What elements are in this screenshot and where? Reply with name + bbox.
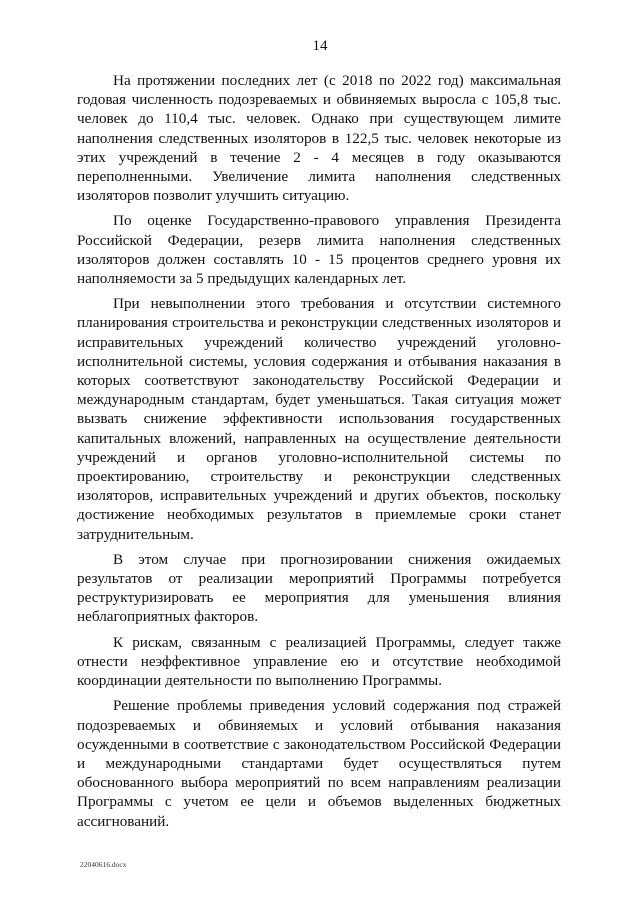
paragraph: В этом случае при прогнозировании снижения ожидаемых результатов от реализации мероприятий Программы потребуется реструктуризировать ее мероприятия для уменьшения влияния неблагоприятных факторов. [77,550,561,626]
paragraph: При невыполнении этого требования и отсутствии системного планирования строительства и реконструкции следственных изоляторов и исправительных учреждений количество учреждений уголовно-исполнительной системы, условия содержания и отбывания наказания в которых соответствуют законодательству Российской Федерации и международным стандартам, будет уменьшаться. Такая ситуация может вызвать снижение эффективности использования государственных капитальных вложений, направленных на осуществление деятельности учреждений и органов уголовно-исполнительной системы по проектированию, строительству и реконструкции следственных изоляторов, исправительных учреждений и других объектов, поскольку достижение необходимых результатов в приемлемые сроки станет затруднительным. [77,295,561,543]
page-number: 14 [312,38,328,54]
paragraph: Решение проблемы приведения условий содержания под стражей подозреваемых и обвиняемых и условий отбывания наказания осужденными в соответствие с законодательством Российской Федерации и международными стандартами будет осуществляться путем обоснованного выбора мероприятий по всем направлениям реализации Программы с учетом ее цели и объемов выделенных бюджетных ассигнований. [77,697,561,830]
paragraph: По оценке Государственно-правового управления Президента Российской Федерации, резерв лимита наполнения следственных изоляторов должен составлять 10 - 15 процентов среднего уровня их наполняемости за 5 предыдущих календарных лет. [77,212,561,288]
paragraph: К рискам, связанным с реализацией Программы, следует также отнести неэффективное управление ею и отсутствие необходимой координации деятельности по выполнению Программы. [77,633,561,690]
paragraph: На протяжении последних лет (с 2018 по 2022 год) максимальная годовая численность подозреваемых и обвиняемых выросла с 105,8 тыс. человек до 110,4 тыс. человек. Однако при существующем лимите наполнения следственных изоляторов в 122,5 тыс. человек некоторые из этих учреждений в течение 2 - 4 месяцев в году оказываются переполненными. Увеличение лимита наполнения следственных изоляторов позволит улучшить ситуацию. [77,72,561,205]
document-body [77,71,561,837]
footer-filename: 22040616.docx [80,860,127,869]
